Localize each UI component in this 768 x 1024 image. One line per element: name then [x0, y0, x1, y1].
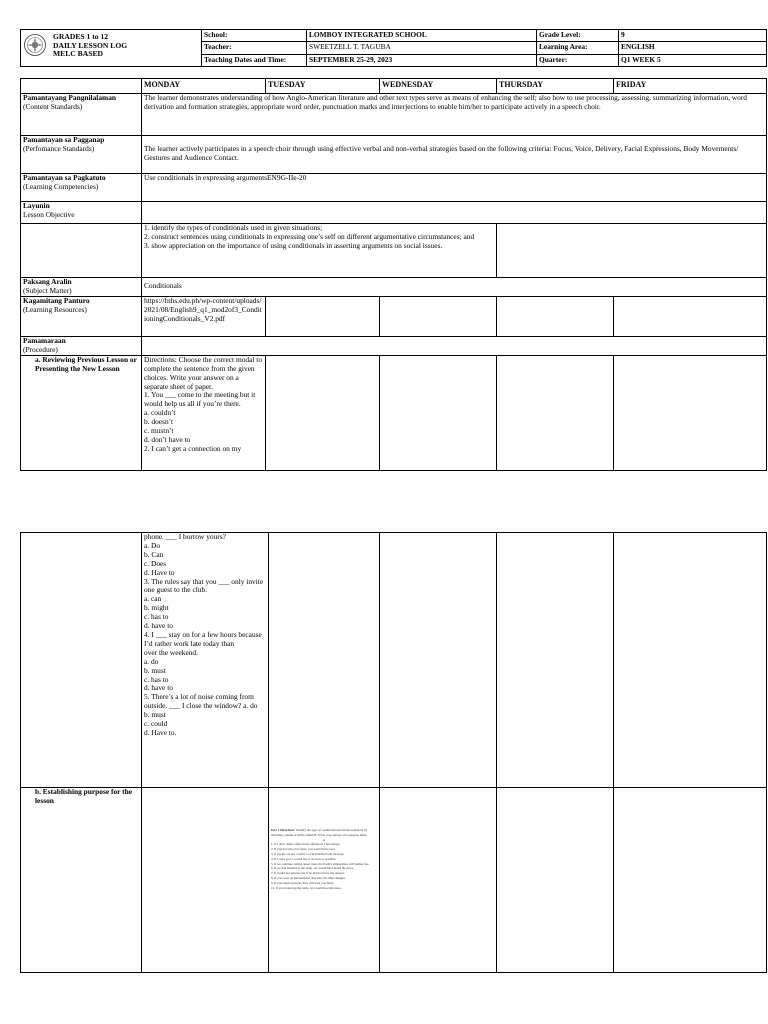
objective-label: [21, 202, 142, 224]
review-lesson-label: a. Reviewing Previous Lesson or Presenting the New Lesson: [21, 355, 142, 470]
review-cont-fri: [614, 533, 767, 788]
competencies-text: Use conditionals in expressing argumentsEN9G-IIe-20: [142, 174, 767, 202]
review-wed: [380, 355, 497, 470]
review-cont-label: [21, 533, 142, 788]
row-subtitle: (Procedure): [23, 344, 58, 354]
worksheet-item: 6. If we had listened to the radio, we would have heard the news.: [271, 866, 354, 871]
resources-fri: [614, 296, 767, 336]
worksheet-item: 7. It would not surprise me if he did not know the answer.: [271, 871, 345, 876]
content-standards-label: [21, 94, 142, 136]
review-tue: [266, 355, 380, 470]
log-title-line-2: DAILY LESSON LOG: [53, 40, 128, 50]
row-subtitle: (Learning Resources): [23, 304, 87, 314]
row-title: Kagamitang Panturo: [23, 296, 90, 305]
worksheet-item: 3. If people are not careful, Covid Infection will increase.: [271, 851, 345, 856]
school-label: School:: [202, 30, 307, 42]
objectives-text: 1. identify the types of conditionals used in given situations; 2. construct sentences using conditionals in expressing one’s self on different argumentative circumstances; and 3. show appreciation on the importance of using conditionals in asserting arguments on social issues.: [142, 224, 497, 278]
day-header-monday: MONDAY: [142, 79, 266, 94]
worksheet-item: 9. If you respect people, they will treat you fairly.: [271, 880, 335, 885]
embedded-worksheet-image: [271, 788, 377, 890]
resources-text: https://fnhs.edu.ph/wp-content/uploads/2021/08/English9_q1_mod2of3_ConditioningConditionals_V2.pdf: [142, 296, 266, 336]
review-cont-thu: [497, 533, 614, 788]
lesson-log-page-1: [20, 29, 766, 471]
procedure-blank: [142, 336, 767, 355]
purpose-fri: [614, 788, 767, 973]
objectives-empty: [497, 224, 767, 278]
worksheet-intro: Identify the type of conditional used in the sentences by matching column A with Column B. Write your answer on a separate sheet.: [271, 828, 368, 837]
lesson-log-page-2: [20, 532, 766, 973]
worksheet-item: 2. If you had run a bit faster, you would have won.: [271, 847, 336, 852]
dates-label: Teaching Dates and Time:: [202, 54, 307, 66]
grade-label: Grade Level:: [537, 30, 619, 42]
content-standards-text: The learner demonstrates understanding of how Anglo-American literature and other text types serve as means of enhancing the self; also how to use processing, assessing, summarizing information, word derivation and formation strategies, appropriate word order, punctuation marks and interjections to enable him/her to participate actively in a speech choir.: [142, 94, 767, 136]
area-value: ENGLISH: [619, 42, 767, 54]
competencies-label: [21, 174, 142, 202]
worksheet-item: 1. If I don't drink coffee in the afternoon, I feel sleepy.: [271, 842, 341, 847]
purpose-tue: [269, 788, 380, 973]
school-value: LOMBOY INTEGRATED SCHOOL: [307, 30, 537, 42]
resources-tue: [266, 296, 380, 336]
teacher-value: SWEETZELL T. TAGUBA: [307, 42, 537, 54]
row-title: Pamamaraan: [23, 336, 66, 345]
dates-value: SEPTEMBER 25-29, 2023: [307, 54, 537, 66]
purpose-wed: [380, 788, 497, 973]
row-title: Layunin: [23, 201, 50, 210]
review-thu: [497, 355, 614, 470]
performance-text: The learner actively participates in a speech choir through using effective verbal and non-verbal strategies based on the following criteria: Focus, Voice, Delivery, Facial Expressions, Body Movements/ Gestures and Audience Contact.: [144, 144, 739, 162]
worksheet-item: 5. If we continue cutting down trees, the Earth's temperature will further rise.: [271, 861, 370, 866]
review-lesson-continued: phone. ___ I borrow yours? a. Do b. Can c. Does d. Have to 3. The rules say that you ___ only invite one guest to the club. a. can b. might c. has to d. have to 4. I ___ stay on for a few hours because I’d rather work late today than over the weekend. a. do b. must c. has to d. have to 5. There’s a lot of noise coming from outside. ___ I close the window? a. do b. must c. could d. Have to.: [142, 533, 269, 788]
log-title-line-3: MELC BASED: [53, 49, 104, 59]
quarter-label: Quarter:: [537, 54, 619, 66]
worksheet-item: 4. If I were you, I would buy it as soon as possible.: [271, 856, 337, 861]
lesson-table: [20, 78, 767, 471]
row-subtitle: (Perfomance Standards): [23, 143, 95, 153]
resources-label: [21, 296, 142, 336]
row-title: Pamantayan sa Pagkatuto: [23, 173, 106, 182]
row-subtitle: (Content Standards): [23, 101, 83, 111]
row-subtitle: Lesson Objective: [23, 209, 75, 219]
area-label: Learning Area:: [537, 42, 619, 54]
day-header-friday: FRIDAY: [614, 79, 767, 94]
day-header-wednesday: WEDNESDAY: [380, 79, 497, 94]
performance-standards-label: [21, 136, 142, 174]
teacher-label: Teacher:: [202, 42, 307, 54]
resources-thu: [497, 296, 614, 336]
purpose-mon: [142, 788, 269, 973]
subject-text: Conditionals: [144, 281, 182, 290]
purpose-thu: [497, 788, 614, 973]
lesson-table-continued: [20, 532, 767, 973]
day-header-thursday: THURSDAY: [497, 79, 614, 94]
resources-wed: [380, 296, 497, 336]
row-subtitle: (Learning Competencies): [23, 181, 99, 191]
worksheet-item: 8. If you cross an International date line, the time changes.: [271, 875, 346, 880]
review-cont-tue: [269, 533, 380, 788]
header-table: [20, 29, 767, 67]
grade-value: 9: [619, 30, 767, 42]
logo-cell: [21, 30, 202, 67]
objective-blank: [142, 202, 767, 224]
worksheet-column-label: A: [322, 837, 326, 842]
row-title: Pamantayang Pangnilalaman: [23, 93, 117, 102]
row-title: Pamantayan sa Pagganap: [23, 135, 105, 144]
row-title: Paksang Aralin: [23, 277, 72, 286]
subject-matter-label: [21, 278, 142, 297]
day-header-blank: [21, 79, 142, 94]
worksheet-title: Part 1 Directions:: [271, 828, 296, 832]
review-lesson-text: Directions: Choose the correct modal to complete the sentence from the given choices. Write your answer on a separate sheet of paper. 1. You ___ come to the meeting but it would help us all if you’re there. a. couldn’t b. doesn’t c. mustn’t d. don’t have to 2. I can’t get a connection on my: [142, 355, 266, 470]
performance-standards-text: [142, 136, 767, 174]
worksheet-item: 10. If you turned up the radio, we would hear the news.: [271, 885, 342, 890]
purpose-label: b. Establishing purpose for the lesson: [21, 788, 142, 973]
log-title-line-1: GRADES 1 to 12: [53, 32, 109, 41]
day-header-tuesday: TUESDAY: [266, 79, 380, 94]
subject-matter-text: [142, 278, 767, 297]
deped-seal-icon: [24, 34, 46, 56]
row-subtitle: (Subject Matter): [23, 285, 72, 295]
objective-blank-label: [21, 224, 142, 278]
procedure-label: [21, 336, 142, 355]
log-title: [53, 33, 127, 59]
review-cont-wed: [380, 533, 497, 788]
quarter-value: Q1 WEEK 5: [619, 54, 767, 66]
review-fri: [614, 355, 767, 470]
